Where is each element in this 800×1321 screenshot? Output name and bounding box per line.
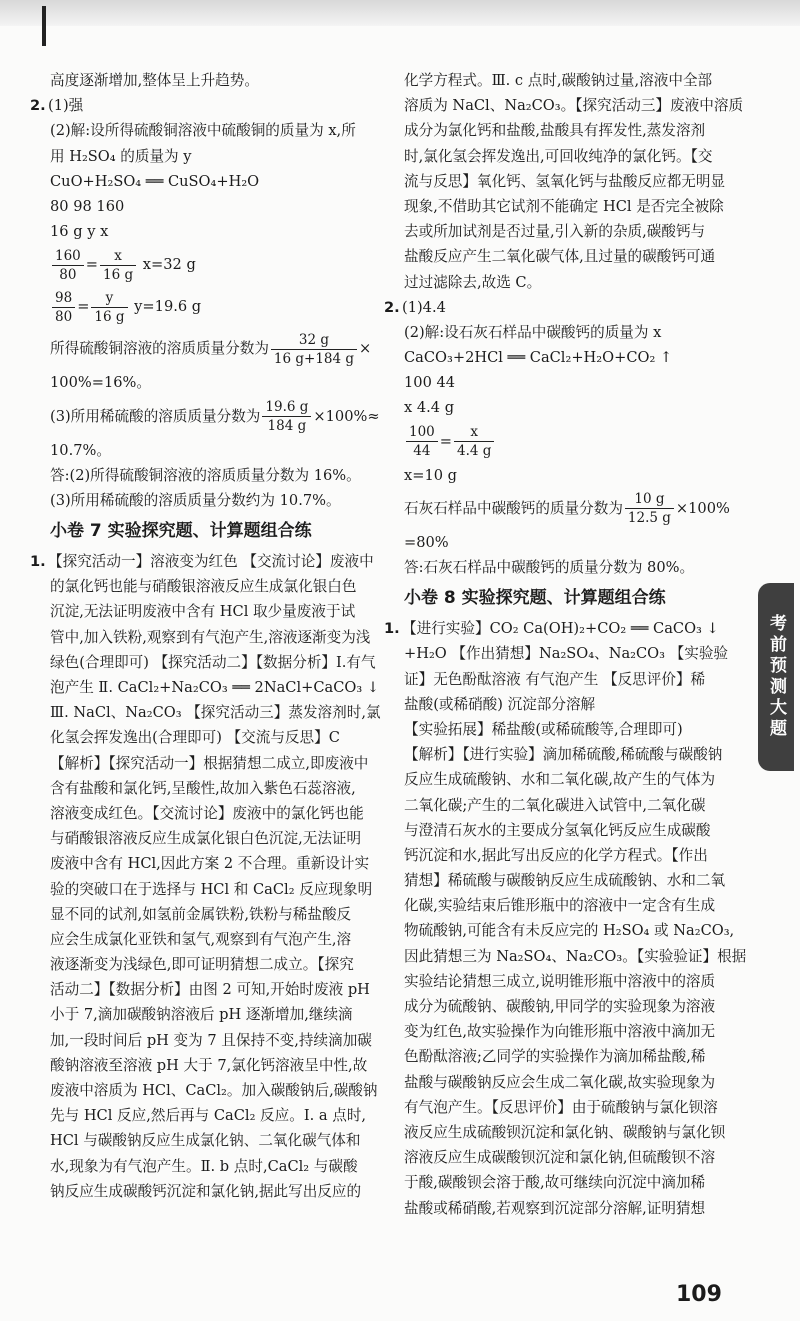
numerator: y [91,289,127,308]
text-line: 100 44 [404,374,456,392]
equals-sign: = [439,432,453,450]
equation-result: x=32 g [138,256,196,274]
text-line: (2)解:设所得硫酸铜溶液中硫酸铜的质量为 x,所 [50,122,356,140]
text-line: 【解析】【探究活动一】根据猜想二成立,即废液中 [50,754,369,772]
question-line [30,93,384,118]
text-line: 有气泡产生。【反思评价】由于硫酸钠与氯化钡溶 [404,1098,718,1116]
side-tab: 考前预测大题 [758,583,794,771]
text-line: 废液中溶质为 HCl、CaCl₂。加入碳酸钠后,碳酸钠 [50,1082,378,1099]
text-line: 盐酸或稀硝酸,若观察到沉淀部分溶解,证明猜想 [404,1199,706,1217]
text-line: 的氯化钙也能与硝酸银溶液反应生成氯化银白色 [50,578,357,596]
question-line [384,616,744,641]
text-line: 化碳,实验结束后锥形瓶中的溶液中一定含有生成 [404,897,716,915]
text-line: 废液中含有 HCl,因此方案 2 不合理。重新设计实 [50,855,370,873]
denominator: 4.4 g [457,443,492,460]
numerator: 10 g [625,490,674,509]
equation-line [50,286,384,328]
text-line: CuO+H₂SO₄ ══ CuSO₄+H₂O [50,172,260,190]
text-line: 用 H₂SO₄ 的质量为 y [50,147,192,165]
text-line: 活动二】【数据分析】由图 2 可知,开始时废液 pH [50,981,370,999]
equals-sign: = [85,256,99,274]
text-line: 流与反思】氧化钙、氢氧化钙与盐酸反应都无明显 [404,172,726,190]
text-line: 沉淀,无法证明废液中含有 HCl 取少量废液于试 [50,603,356,621]
denominator: 16 g [94,308,125,325]
text-line: 化学方程式。Ⅲ. c 点时,碳酸钠过量,溶液中全部 [404,72,713,89]
numerator: x [454,423,494,442]
text-line: 高度逐渐增加,整体呈上升趋势。 [50,72,259,89]
equation-result: × [359,340,372,358]
text-line: 小于 7,滴加碳酸钠溶液后 pH 逐渐增加,继续滴 [50,1006,353,1024]
question-text: (1)强 [48,97,84,115]
text-line: 酸钠溶液至溶液 pH 大于 7,氯化钙溶液呈中性,故 [50,1056,368,1074]
equation-result: y=19.6 g [129,298,202,316]
question-text: 【探究活动一】溶液变为红色 【交流讨论】废液中 [48,553,374,571]
text-line: 于酸,碳酸钡会溶于酸,故可继续向沉淀中滴加稀 [404,1174,706,1192]
numerator: 100 [406,423,438,442]
text-line: 溶质为 NaCl、Na₂CO₃。【探究活动三】废液中溶质 [404,97,744,115]
text-line: 成分为氯化钙和盐酸,盐酸具有挥发性,蒸发溶剂 [404,122,706,140]
text-line: 泡产生 Ⅱ. CaCl₂+Na₂CO₃ ══ 2NaCl+CaCO₃ ↓ [50,679,380,696]
text-line: 现象,不借助其它试剂不能确定 HCl 是否完全被除 [404,197,724,215]
text-line: 盐酸与碳酸钠反应会生成二氧化碳,故实验现象为 [404,1073,716,1091]
text-line: 显不同的试剂,如氢前金属铁粉,铁粉与稀盐酸反 [50,905,352,923]
fraction [91,289,127,326]
numerator: x [100,247,136,266]
equation-line [404,421,744,463]
fraction [100,247,136,284]
text-line: 溶液变成红色。【交流讨论】废液中的氯化钙也能 [50,804,364,822]
text-line: 过过滤除去,故选 C。 [404,273,542,291]
denominator: 16 g [103,266,134,283]
text-line: (3)所用稀硫酸的溶质质量分数约为 10.7%。 [50,491,341,509]
question-number: 1. [384,620,400,638]
text-line: 物硫酸钠,可能含有未反应完的 H₂SO₄ 或 Na₂CO₃, [404,922,735,940]
text-line: +H₂O 【作出猜想】Na₂SO₄、Na₂CO₃ 【实验验 [404,645,729,663]
text-line: =80% [404,533,449,551]
fraction [52,247,84,284]
text-line: HCl 与碳酸钠反应生成氯化钠、二氧化碳气体和 [50,1132,361,1150]
question-line [384,295,744,320]
text-line: 100%=16%。 [50,374,151,392]
equation-line [50,244,384,286]
denominator: 80 [59,266,77,283]
page-number: 109 [676,1282,722,1307]
fraction [52,289,75,326]
equation-line [50,328,384,370]
text-line: CaCO₃+2HCl ══ CaCl₂+H₂O+CO₂ ↑ [404,349,673,367]
section-heading: 小卷 8 实验探究题、计算题组合练 [404,588,666,609]
text-line: 管中,加入铁粉,观察到有气泡产生,溶液逐渐变为浅 [50,628,371,646]
text-line: 化氢会挥发逸出(合理即可) 【交流与反思】C [50,729,340,747]
text-line: 时,氯化氢会挥发逸出,可回收纯净的氯化钙。【交 [404,147,713,165]
denominator: 12.5 g [627,510,671,527]
denominator: 44 [413,443,431,460]
question-number: 2. [384,298,400,316]
text-line: 10.7%。 [50,441,111,459]
question-number: 1. [30,553,46,571]
text-line: 钠反应生成碳酸钙沉淀和氯化钠,据此写出反应的 [50,1182,362,1200]
text-line: 答:石灰石样品中碳酸钙的质量分数为 80%。 [404,559,695,576]
text-line: 色酚酞溶液;乙同学的实验操作为滴加稀盐酸,稀 [404,1048,706,1066]
text-line: 成分为硫酸钠、碳酸钠,甲同学的实验现象为溶液 [404,998,716,1015]
numerator: 32 g [271,331,357,350]
text-line: 液逐渐变为浅绿色,即可证明猜想二成立。【探究 [50,956,354,974]
text-line: 反应生成硫酸钠、水和二氧化碳,故产生的气体为 [404,771,716,789]
equation-result: ×100%≈ [313,407,380,425]
numerator: 19.6 g [262,398,311,417]
numerator: 98 [52,289,75,308]
text-line: 先与 HCl 反应,然后再与 CaCl₂ 反应。Ⅰ. a 点时, [50,1107,367,1125]
text-line: 16 g y x [50,223,109,241]
denominator: 184 g [267,418,307,434]
left-column [30,68,384,1204]
fraction [625,490,674,527]
text-line: 答:(2)所得硫酸铜溶液的溶质质量分数为 16%。 [50,466,361,484]
text-line: 盐酸反应产生二氧化碳气体,且过量的碳酸钙可通 [404,248,716,266]
text-line: 绿色(合理即可) 【探究活动二】【数据分析】Ⅰ.有气 [50,653,376,671]
text-line: 应会生成氯化亚铁和氢气,观察到有气泡产生,溶 [50,930,352,948]
corner-mark [42,6,46,46]
text-line: 80 98 160 [50,197,125,215]
section-heading: 小卷 7 实验探究题、计算题组合练 [50,521,312,542]
denominator: 16 g+184 g [273,350,355,367]
denominator: 80 [55,308,73,325]
text-line: 猜想】稀硫酸与碳酸钠反应生成硫酸钠、水和二氧 [404,872,726,890]
equation-result: ×100% [675,499,730,517]
equation-text: 石灰石样品中碳酸钙的质量分数为 [404,499,623,517]
text-line: 加,一段时间后 pH 变为 7 且保持不变,持续滴加碳 [50,1031,372,1049]
fraction [271,331,357,368]
text-line: 【实验拓展】稀盐酸(或稀硫酸等,合理即可) [404,720,683,738]
scan-top-edge [0,0,800,26]
text-line: 二氧化碳;产生的二氧化碳进入试管中,二氧化碳 [404,796,706,814]
text-line: 因此猜想三为 Na₂SO₄、Na₂CO₃。【实验验证】根据 [404,947,747,965]
text-line: x=10 g [404,466,458,484]
question-text: 【进行实验】CO₂ Ca(OH)₂+CO₂ ══ CaCO₃ ↓ [402,620,719,638]
fraction [406,423,438,460]
question-line [30,549,384,574]
question-text: (1)4.4 [402,298,446,316]
right-column [384,68,747,1221]
text-line: 钙沉淀和水,据此写出反应的化学方程式。【作出 [404,846,708,864]
text-line: 盐酸(或稀硝酸) 沉淀部分溶解 [404,695,596,713]
text-line: 与硝酸银溶液反应生成氯化银白色沉淀,无法证明 [50,830,362,848]
text-line: 液反应生成硫酸钡沉淀和氯化钠、碳酸钠与氯化钡 [404,1123,726,1141]
equation-text: (3)所用稀硫酸的溶质质量分数为 [50,407,261,425]
text-line: 含有盐酸和氯化钙,呈酸性,故加入紫色石蕊溶液, [50,779,356,797]
question-number: 2. [30,97,46,115]
equals-sign: = [77,298,90,316]
text-line: 验的突破口在于选择与 HCl 和 CaCl₂ 反应现象明 [50,880,373,898]
text-line: 变为红色,故实验操作为向锥形瓶中溶液中滴加无 [404,1023,716,1041]
text-line: 实验结论猜想三成立,说明锥形瓶中溶液中的溶质 [404,972,716,990]
text-line: Ⅲ. NaCl、Na₂CO₃ 【探究活动三】蒸发溶剂时,氯 [50,704,381,722]
text-line: 溶液反应生成碳酸钡沉淀和氯化钠,但硫酸钡不溶 [404,1149,716,1167]
text-line: 证】无色酚酞溶液 有气泡产生 【反思评价】稀 [404,670,706,688]
text-line: 去或所加试剂是否过量,引入新的杂质,碳酸钙与 [404,223,706,241]
text-line: x 4.4 g [404,399,455,417]
text-line: 【解析】【进行实验】滴加稀硫酸,稀硫酸与碳酸钠 [404,746,723,764]
text-line: (2)解:设石灰石样品中碳酸钙的质量为 x [404,323,662,341]
equation-line [404,488,744,530]
equation-text: 所得硫酸铜溶液的溶质质量分数为 [50,340,269,358]
equation-line [50,396,384,438]
text-line: 水,现象为有气泡产生。Ⅱ. b 点时,CaCl₂ 与碳酸 [50,1157,358,1175]
fraction [454,423,494,460]
fraction [262,398,311,435]
text-line: 与澄清石灰水的主要成分氢氧化钙反应生成碳酸 [404,821,711,839]
numerator: 160 [52,247,84,266]
